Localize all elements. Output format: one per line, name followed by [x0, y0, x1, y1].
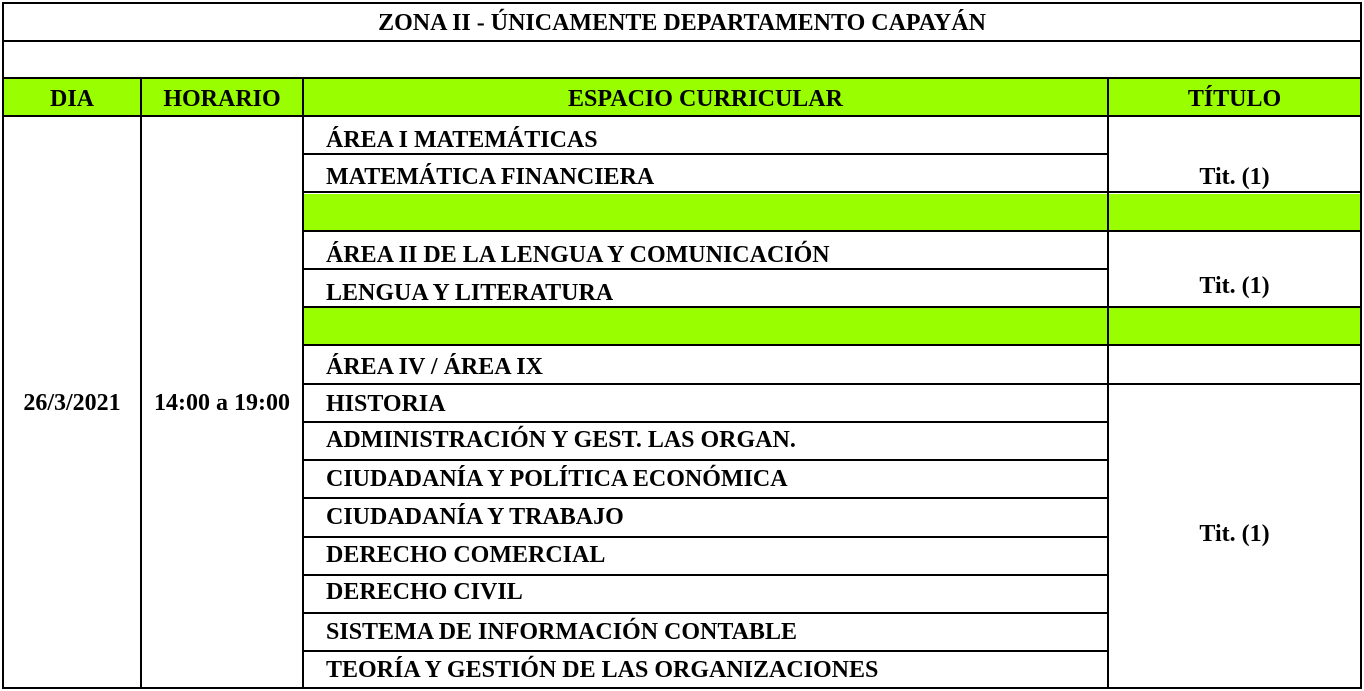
list-item: DERECHO CIVIL	[326, 579, 523, 605]
list-item: LENGUA Y LITERATURA	[326, 280, 614, 306]
list-item: HISTORIA	[326, 391, 446, 417]
table-title: ZONA II - ÚNICAMENTE DEPARTAMENTO CAPAYÁN	[378, 10, 986, 36]
header-titulo: TÍTULO	[1187, 86, 1282, 112]
separator-row-1	[304, 194, 1362, 230]
titulo-value: Tit. (1)	[1199, 273, 1270, 299]
list-item: ÁREA I MATEMÁTICAS	[326, 127, 598, 153]
titulo-value: Tit. (1)	[1199, 521, 1270, 547]
list-item: SISTEMA DE INFORMACIÓN CONTABLE	[326, 619, 797, 645]
list-item: CIUDADANÍA Y TRABAJO	[326, 504, 624, 530]
list-item: ÁREA IV / ÁREA IX	[326, 354, 543, 380]
list-item: DERECHO COMERCIAL	[326, 542, 606, 568]
list-item: ÁREA II DE LA LENGUA Y COMUNICACIÓN	[326, 242, 830, 268]
list-item: ADMINISTRACIÓN Y GEST. LAS ORGAN.	[326, 427, 796, 453]
header-horario: HORARIO	[163, 86, 281, 112]
list-item: MATEMÁTICA FINANCIERA	[326, 164, 655, 190]
horario-value: 14:00 a 19:00	[154, 390, 290, 416]
dia-value: 26/3/2021	[23, 390, 121, 416]
header-dia: DIA	[49, 86, 94, 112]
separator-row-2	[304, 308, 1362, 344]
titulo-value: Tit. (1)	[1199, 164, 1270, 190]
list-item: TEORÍA Y GESTIÓN DE LAS ORGANIZACIONES	[326, 657, 879, 683]
header-espacio-curricular: ESPACIO CURRICULAR	[568, 86, 843, 112]
list-item: CIUDADANÍA Y POLÍTICA ECONÓMICA	[326, 466, 788, 492]
